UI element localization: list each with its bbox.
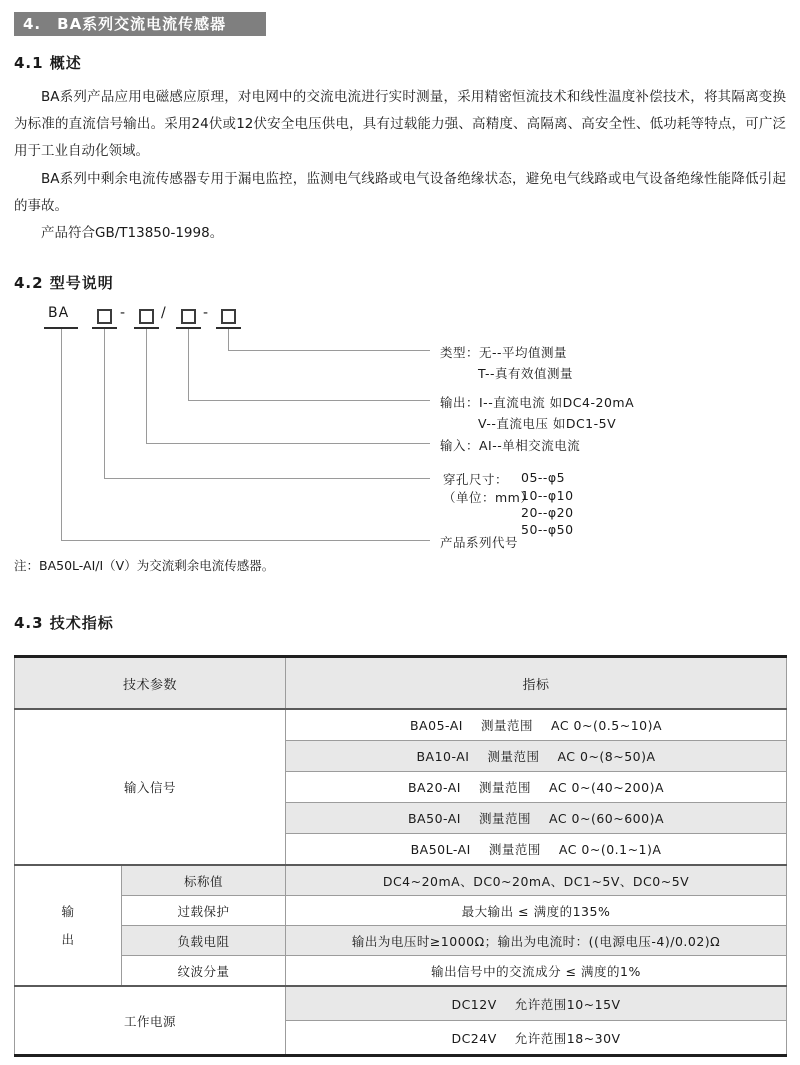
section-header-bar: 4. BA系列交流电流传感器 bbox=[14, 12, 266, 36]
label-input: 输入：AI--单相交流电流 bbox=[440, 438, 581, 453]
table-header-row bbox=[15, 657, 787, 710]
model-box-4 bbox=[221, 309, 236, 324]
input-row-ba20: BA20-AI 测量范围 AC 0~(40~200)A bbox=[286, 772, 787, 803]
model-box-1 bbox=[97, 309, 112, 324]
table-row bbox=[15, 865, 787, 896]
table-row bbox=[15, 956, 787, 987]
label-output-line2: V--直流电压 如DC1-5V bbox=[478, 416, 617, 431]
connector-output-h bbox=[188, 400, 430, 401]
model-prefix: BA bbox=[48, 305, 70, 321]
table-row bbox=[15, 896, 787, 926]
col-header-value: 指标 bbox=[286, 657, 787, 710]
value-overload-protection: 最大输出 ≤ 满度的135% bbox=[286, 896, 787, 926]
heading-overview: 4.1 概述 bbox=[14, 54, 82, 72]
hole-size-option-10: 10--φ10 bbox=[521, 488, 574, 503]
table-row bbox=[15, 709, 787, 741]
model-separator-2: / bbox=[161, 305, 167, 321]
model-box-3 bbox=[181, 309, 196, 324]
power-row-dc12v: DC12V 允许范围10~15V bbox=[286, 986, 787, 1021]
hole-size-option-05: 05--φ5 bbox=[521, 470, 566, 485]
connector-series-h bbox=[61, 540, 430, 541]
power-row-dc24v: DC24V 允许范围18~30V bbox=[286, 1021, 787, 1056]
param-ripple-component: 纹波分量 bbox=[122, 956, 286, 987]
input-signal-label: 输入信号 bbox=[15, 709, 286, 865]
specs-table bbox=[14, 655, 787, 1057]
output-section-label: 输 出 bbox=[15, 865, 122, 986]
overview-paragraph-2: BA系列中剩余电流传感器专用于漏电监控，监测电气线路或电气设备绝缘状态，避免电气线路或电气设备绝缘性能降低引起的事故。 bbox=[14, 171, 786, 214]
model-box-2 bbox=[139, 309, 154, 324]
input-row-ba50: BA50-AI 测量范围 AC 0~(60~600)A bbox=[286, 803, 787, 834]
overview-paragraph-3: 产品符合GB/T13850-1998。 bbox=[41, 225, 224, 241]
heading-specs: 4.3 技术指标 bbox=[14, 614, 114, 632]
connector-type bbox=[228, 329, 229, 350]
param-nominal-value: 标称值 bbox=[122, 865, 286, 896]
param-load-resistance: 负载电阻 bbox=[122, 926, 286, 956]
power-supply-label: 工作电源 bbox=[15, 986, 286, 1056]
value-nominal-value: DC4~20mA、DC0~20mA、DC1~5V、DC0~5V bbox=[286, 865, 787, 896]
label-hole-size: 穿孔尺寸： bbox=[443, 472, 509, 487]
hole-size-option-20: 20--φ20 bbox=[521, 505, 574, 520]
heading-model: 4.2 型号说明 bbox=[14, 274, 114, 292]
model-separator-1: - bbox=[120, 305, 127, 321]
connector-output bbox=[188, 329, 189, 400]
table-row bbox=[15, 926, 787, 956]
param-overload-protection: 过载保护 bbox=[122, 896, 286, 926]
model-separator-3: - bbox=[203, 305, 210, 321]
label-hole-unit: （单位：mm） bbox=[443, 490, 534, 505]
label-output: 输出：I--直流电流 如DC4-20mA bbox=[440, 395, 635, 410]
connector-input-h bbox=[146, 443, 430, 444]
model-diagram bbox=[0, 303, 800, 558]
overview-paragraph-1: BA系列产品应用电磁感应原理，对电网中的交流电流进行实时测量，采用精密恒流技术和线性温度补偿技术，将其隔离变换为标准的直流信号输出。采用24伏或12伏安全电压供电，具有过载能力强、高精度、高隔离、高安全性、低功耗等特点，可广泛用于工业自动化领域。 bbox=[14, 89, 786, 159]
connector-series bbox=[61, 329, 62, 540]
table-row bbox=[15, 986, 787, 1021]
label-type: 类型：无--平均值测量 bbox=[440, 345, 568, 360]
value-load-resistance: 输出为电压时≥1000Ω；输出为电流时：((电源电压-4)/0.02)Ω bbox=[286, 926, 787, 956]
hole-size-option-50: 50--φ50 bbox=[521, 522, 574, 537]
input-row-ba05: BA05-AI 测量范围 AC 0~(0.5~10)A bbox=[286, 709, 787, 741]
connector-hole bbox=[104, 329, 105, 478]
connector-hole-h bbox=[104, 478, 430, 479]
label-series-code: 产品系列代号 bbox=[440, 535, 519, 550]
value-ripple-component: 输出信号中的交流成分 ≤ 满度的1% bbox=[286, 956, 787, 987]
col-header-parameter: 技术参数 bbox=[15, 657, 286, 710]
connector-input bbox=[146, 329, 147, 443]
label-type-line2: T--真有效值测量 bbox=[478, 366, 574, 381]
connector-type-h bbox=[228, 350, 430, 351]
input-row-ba10: BA10-AI 测量范围 AC 0~(8~50)A bbox=[286, 741, 787, 772]
input-row-ba50l: BA50L-AI 测量范围 AC 0~(0.1~1)A bbox=[286, 834, 787, 866]
model-note: 注：BA50L-AI/I（V）为交流剩余电流传感器。 bbox=[14, 558, 275, 573]
